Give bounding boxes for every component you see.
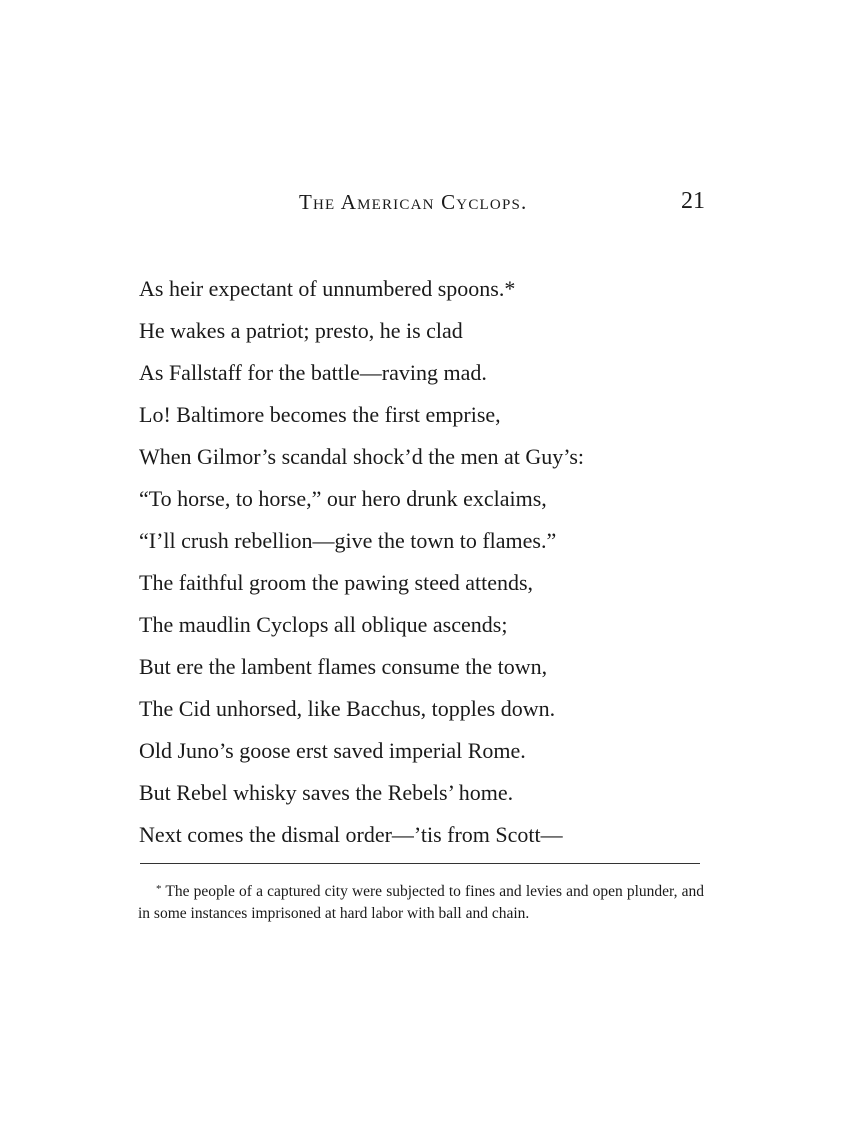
poem-line: When Gilmor’s scandal shock’d the men at Guy’s:	[139, 444, 584, 469]
poem-line: Lo! Baltimore becomes the first emprise,	[139, 402, 501, 427]
page-number: 21	[681, 188, 705, 214]
poem-line: “I’ll crush rebellion—give the town to flames.”	[139, 528, 557, 553]
poem-body	[139, 268, 759, 856]
poem-line: He wakes a patriot; presto, he is clad	[139, 318, 463, 343]
running-title: The American Cyclops.	[299, 190, 528, 214]
poem-line: But Rebel whisky saves the Rebels’ home.	[139, 780, 514, 805]
poem-line: Old Juno’s goose erst saved imperial Rome.	[139, 738, 526, 763]
poem-line: “To horse, to horse,” our hero drunk exclaims,	[139, 486, 547, 511]
poem-line: The Cid unhorsed, like Bacchus, topples down.	[139, 696, 556, 721]
footnote	[138, 878, 704, 925]
footnote-divider	[140, 863, 700, 864]
poem-line: The faithful groom the pawing steed attends,	[139, 570, 534, 595]
poem-line: As Fallstaff for the battle—raving mad.	[139, 360, 487, 385]
poem-line: As heir expectant of unnumbered spoons.*	[139, 276, 516, 301]
running-head	[0, 188, 864, 220]
poem-line: Next comes the dismal order—’tis from Scott—	[139, 822, 563, 847]
poem-line: The maudlin Cyclops all oblique ascends;	[139, 612, 508, 637]
poem-line: But ere the lambent flames consume the town,	[139, 654, 548, 679]
footnote-marker: *	[156, 883, 162, 895]
footnote-text: The people of a captured city were subjected to fines and levies and open plunder, and in some instances imprisoned at hard labor with ball and chain.	[138, 883, 704, 922]
